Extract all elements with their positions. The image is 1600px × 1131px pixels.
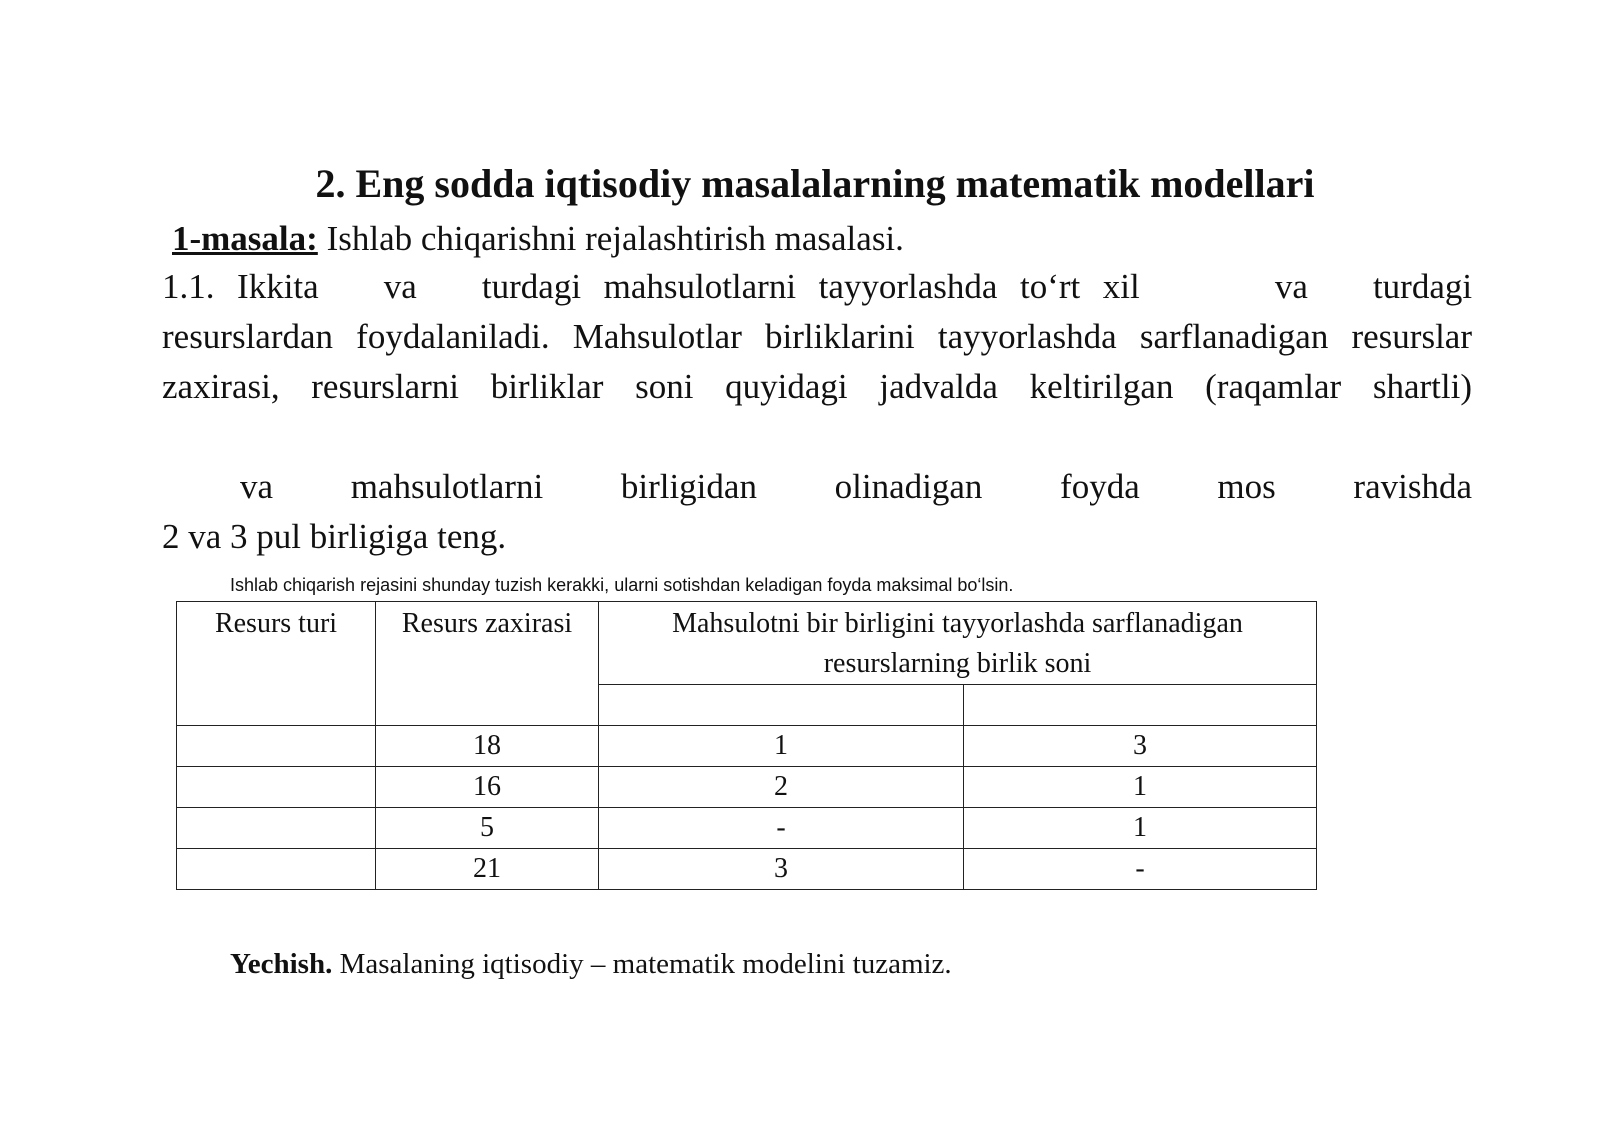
- cell-stock: 21: [376, 849, 599, 890]
- problem-label: 1-masala:: [172, 219, 318, 258]
- cell-stock: 16: [376, 767, 599, 808]
- solution-text: Masalaning iqtisodiy – matematik modelini tuzamiz.: [332, 948, 952, 980]
- para1-part4: va: [1274, 267, 1308, 306]
- cell-product-2: -: [964, 849, 1317, 890]
- paragraph-2-line2: 2 va 3 pul birligiga teng.: [162, 517, 507, 556]
- section-title: 2. Eng sodda iqtisodiy masalalarning matematik modellari: [315, 161, 1315, 206]
- table-row: [177, 849, 1317, 890]
- cell-product-2: 3: [964, 726, 1317, 767]
- cell-type: [177, 767, 376, 808]
- cell-product-2: 1: [964, 767, 1317, 808]
- para1-part5: turdagi: [1372, 267, 1473, 306]
- cell-stock: 5: [376, 808, 599, 849]
- cell-type: [177, 849, 376, 890]
- cell-product-1: 2: [599, 767, 964, 808]
- problem-text: Ishlab chiqarishni rejalashtirish masalasi.: [317, 219, 904, 258]
- cell-product-1: 3: [599, 849, 964, 890]
- cell-type: [177, 726, 376, 767]
- header-resource-stock: Resurs zaxirasi: [376, 602, 599, 726]
- cell-type: [177, 808, 376, 849]
- para1-rest: resurslardan foydalaniladi. Mahsulotlar birliklarini tayyorlashda sarflanadigan resurslar zaxirasi, resurslarni birliklar soni quyidagi jadvalda keltirilgan (raqamlar shartli): [162, 317, 1472, 406]
- solution-line: [230, 944, 952, 984]
- header-product-1: [599, 685, 964, 726]
- paragraph-1: [162, 262, 1472, 412]
- paragraph-2-line1: va mahsulotlarni birligidan olinadigan foyda mos ravishda: [240, 467, 1472, 506]
- header-resource-type: Resurs turi: [177, 602, 376, 726]
- cell-product-1: 1: [599, 726, 964, 767]
- cell-product-2: 1: [964, 808, 1317, 849]
- problem-heading: [172, 216, 904, 262]
- task-note: Ishlab chiqarish rejasini shunday tuzish kerakki, ularni sotishdan keladigan foyda maksimal bo‘lsin.: [230, 575, 1014, 595]
- para1-part2: va: [383, 267, 417, 306]
- resource-table: [176, 601, 1317, 890]
- table-row: [177, 767, 1317, 808]
- cell-product-1: -: [599, 808, 964, 849]
- table-row: [177, 808, 1317, 849]
- solution-label: Yechish.: [230, 948, 333, 980]
- para1-part3: turdagi mahsulotlarni tayyorlashda to‘rt xil: [481, 267, 1140, 306]
- header-consumption: Mahsulotni bir birligini tayyorlashda sarflanadigan resurslarning birlik soni: [599, 602, 1317, 685]
- para1-part1: 1.1. Ikkita: [162, 267, 319, 306]
- table-row: [177, 726, 1317, 767]
- header-product-2: [964, 685, 1317, 726]
- cell-stock: 18: [376, 726, 599, 767]
